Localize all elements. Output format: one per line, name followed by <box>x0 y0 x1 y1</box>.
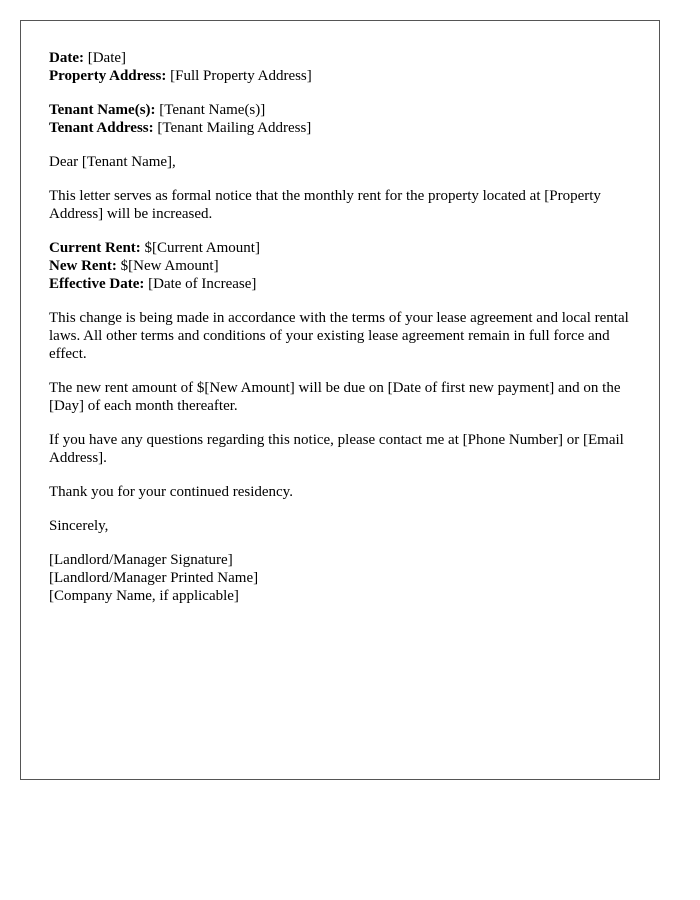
property-address-value: [Full Property Address] <box>170 68 312 84</box>
tenant-address-label: Tenant Address: <box>49 120 154 136</box>
effective-date-label: Effective Date: <box>49 276 145 292</box>
printed-name-line: [Landlord/Manager Printed Name] <box>49 570 259 586</box>
effective-date-line <box>49 275 637 293</box>
property-address-line <box>49 67 637 85</box>
tenant-names-line <box>49 101 637 119</box>
letter-body <box>49 49 637 621</box>
letter-header <box>49 49 637 85</box>
date-label: Date: <box>49 50 84 66</box>
current-rent-label: Current Rent: <box>49 240 141 256</box>
tenant-address-line <box>49 119 637 137</box>
tenant-names-label: Tenant Name(s): <box>49 102 156 118</box>
contact-paragraph: If you have any questions regarding this notice, please contact me at [Phone Number] or [Email Address]. <box>49 432 624 466</box>
company-line: [Company Name, if applicable] <box>49 588 239 604</box>
intro-paragraph: This letter serves as formal notice that the monthly rent for the property located at [Property Address] will be increased. <box>49 188 601 222</box>
new-rent-value: $[New Amount] <box>120 258 219 274</box>
signature-line: [Landlord/Manager Signature] <box>49 552 233 568</box>
salutation: Dear [Tenant Name], <box>49 154 176 170</box>
tenant-info <box>49 101 637 137</box>
new-rent-label: New Rent: <box>49 258 117 274</box>
terms-paragraph: This change is being made in accordance with the terms of your lease agreement and local rental laws. All other terms and conditions of your existing lease agreement remain in full force and effect. <box>49 310 629 362</box>
property-address-label: Property Address: <box>49 68 167 84</box>
letter-page <box>20 20 660 780</box>
thanks-paragraph: Thank you for your continued residency. <box>49 484 293 500</box>
rent-details <box>49 239 637 293</box>
date-value: [Date] <box>87 50 127 66</box>
due-paragraph: The new rent amount of $[New Amount] will be due on [Date of first new payment] and on the [Day] of each month thereafter. <box>49 380 621 414</box>
new-rent-line <box>49 257 637 275</box>
current-rent-line <box>49 239 637 257</box>
date-line <box>49 49 637 67</box>
closing: Sincerely, <box>49 518 109 534</box>
signature-block <box>49 551 637 605</box>
tenant-address-value: [Tenant Mailing Address] <box>157 120 312 136</box>
current-rent-value: $[Current Amount] <box>144 240 260 256</box>
tenant-names-value: [Tenant Name(s)] <box>159 102 266 118</box>
effective-date-value: [Date of Increase] <box>148 276 257 292</box>
